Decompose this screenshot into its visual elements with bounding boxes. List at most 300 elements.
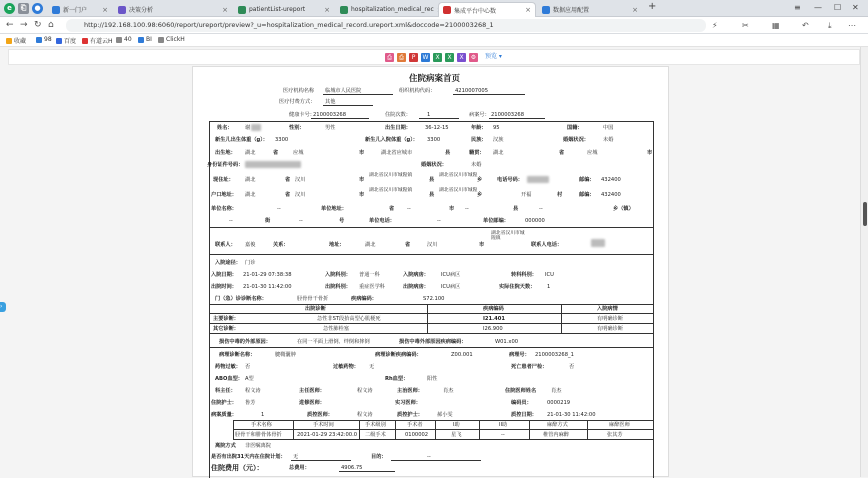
injury-code-value: W01.x00 (495, 339, 519, 345)
reload-icon[interactable]: ↻ (34, 20, 42, 30)
county-suffix: 县 (445, 150, 451, 156)
op-cell-anes: 椎管内麻醉 (543, 432, 569, 438)
op-head-anes: 麻醉方式 (547, 422, 568, 428)
pay-value: 其他 (325, 99, 336, 105)
bookmarks-bar (0, 34, 868, 47)
tab-label: 新一门户 (63, 7, 88, 14)
forward-icon[interactable]: → (20, 20, 28, 30)
op-cell-level: 二级手术 (365, 432, 386, 438)
ethnic-label: 民族： (471, 137, 487, 143)
lightning-icon[interactable]: ⚡ (712, 21, 718, 30)
op-table-line (233, 429, 653, 430)
page-icon (158, 37, 164, 43)
resident-value: 肖杰 (551, 388, 562, 394)
close-icon[interactable]: × (102, 5, 108, 14)
new-tab-button[interactable]: + (648, 1, 657, 12)
code-value: 4210007005 (455, 88, 489, 94)
op-head-level: 手术级别 (365, 422, 386, 428)
card-value: 2100003268 (313, 112, 347, 118)
fee-underline (339, 471, 395, 472)
browser-tab-bar (0, 0, 868, 17)
chief-value: 程文涛 (357, 388, 373, 394)
allergy-value: 否 (245, 364, 251, 370)
op-table-col (395, 420, 396, 439)
hukou-province: 湖北 (245, 192, 256, 198)
admit-ward-label: 入院病房： (403, 272, 429, 278)
close-icon[interactable]: × (525, 6, 531, 14)
star-icon (6, 38, 12, 44)
dx-main-value: 急性非ST段抬高型心肌梗死 (317, 316, 381, 322)
sex-label: 性别： (289, 125, 305, 131)
leave-label: 离院方式 (215, 443, 236, 449)
back-icon[interactable]: ← (6, 20, 14, 30)
card-label: 健康卡号： (289, 112, 315, 118)
phone-redacted (527, 176, 549, 183)
op-table-col (529, 420, 530, 439)
maximize-icon[interactable]: ☐ (834, 3, 842, 12)
bookmark-clickh[interactable]: ClickH (158, 36, 185, 43)
dx-table-col (427, 304, 428, 333)
work-province-suffix: 省 (389, 206, 395, 212)
tab-5[interactable] (438, 2, 536, 17)
pay-underline (323, 105, 373, 106)
purpose-underline (391, 460, 481, 461)
autopsy-value: 否 (569, 364, 575, 370)
section-divider (209, 347, 653, 348)
section-divider (209, 227, 653, 228)
opd-code-label: 疾病编码： (351, 296, 377, 302)
hukou-town-suffix: 乡 (477, 192, 483, 198)
birthplace-province: 湖北 (245, 150, 256, 156)
op-head-anes-doctor: 麻醉医师 (609, 422, 630, 428)
days-label: 实际住院天数： (499, 284, 536, 290)
folder-icon (138, 37, 144, 43)
baidu-icon (56, 38, 62, 44)
qc-nurse-label: 质控护士： (397, 412, 423, 418)
tab-favicon-icon (542, 6, 550, 14)
phone-label: 电话号码： (497, 177, 523, 183)
case-label: 病案号： (469, 112, 490, 118)
transfer-label: 转科科别： (511, 272, 537, 278)
op-table-col (293, 420, 294, 439)
admit-dept-value: 普通一科 (359, 272, 380, 278)
qc-nurse-value: 郝小雯 (437, 412, 453, 418)
days-value: 1 (547, 284, 551, 290)
address-county: 湖北省汉川市城隍镇 (369, 173, 413, 178)
opd-code-value: S72.100 (423, 296, 445, 302)
op-head-surgeon: 手术者 (407, 422, 423, 428)
op-table-col (587, 420, 588, 439)
close-window-icon[interactable]: ✕ (852, 3, 859, 12)
case-value: 2100003268 (491, 112, 525, 118)
zip-label: 邮编： (579, 177, 595, 183)
number-suffix: 号 (339, 218, 345, 224)
address-county-suffix: 县 (429, 177, 435, 183)
code-underline (453, 94, 525, 95)
print-preview-icon[interactable]: ⎙ (397, 53, 406, 62)
pathology-label: 病理诊断名称： (219, 352, 256, 358)
discharge-time-value: 21-01-30 11:42:00 (243, 284, 292, 290)
download-icon[interactable]: ⤓ (828, 21, 832, 30)
native-city-suffix: 市 (647, 150, 653, 156)
birth-label: 出生日期： (385, 125, 411, 131)
op-head-time: 手术时间 (313, 422, 334, 428)
hukou-county-suffix: 县 (429, 192, 435, 198)
tab-favicon-icon (340, 6, 348, 14)
op-table-col (233, 420, 234, 439)
dx-table-col (561, 304, 562, 333)
readmit-underline (291, 460, 351, 461)
home-icon[interactable]: ⌂ (48, 20, 54, 30)
nation-label: 国籍： (567, 125, 583, 131)
contact-phone-label: 联系人电话： (531, 242, 563, 248)
contact-address-label: 地址： (329, 242, 345, 248)
contact-label: 联系人： (215, 242, 236, 248)
age-value: 95 (493, 125, 500, 131)
bookmark-40[interactable]: 40 (116, 36, 132, 43)
tab-label: patientList-ureport (249, 6, 306, 13)
readmit-label: 是否有出院31天内在住院计划： (211, 454, 286, 460)
dx-table-line (209, 323, 653, 324)
visit-label: 住院次数： (385, 112, 411, 118)
marital-value: 未婚 (603, 137, 614, 143)
op-cell-asst2: -- (501, 432, 505, 438)
id-label: 身份证件号码： (207, 162, 244, 168)
op-cell-surgeon: 0100002 (405, 432, 429, 438)
contact-city-suffix: 市 (479, 242, 485, 248)
op-table-col (479, 420, 480, 439)
settings-icon[interactable]: ⚙ (470, 54, 477, 61)
tab-favicon-icon (238, 6, 246, 14)
excel-export-icon[interactable]: X (433, 53, 442, 62)
autopsy-label: 死亡患者尸检： (511, 364, 548, 370)
intern-label: 实习医师： (395, 400, 421, 406)
hukou-province-suffix: 省 (285, 192, 291, 198)
injury-code-label: 损伤中毒外部原因疾病编码： (399, 339, 467, 345)
director-value: 程文涛 (245, 388, 261, 394)
tab-4[interactable] (336, 2, 436, 17)
opd-diagnosis-label: 门（急）诊诊断名称： (215, 296, 267, 302)
transfer-value: ICU (545, 272, 554, 278)
pdf-export-icon[interactable]: P (409, 53, 418, 62)
native-label: 籍贯： (469, 150, 485, 156)
tab-label: 集成平台中心数 (454, 7, 497, 15)
resident-label: 住院医师姓名 (505, 388, 537, 394)
report-toolbar (8, 49, 860, 65)
admit-dept-label: 入院科别： (325, 272, 351, 278)
admit-time-label: 入院日期： (211, 272, 237, 278)
op-cell-time: 2021-01-29 23:42:00.0 (297, 432, 358, 438)
dx-other-code: I26.900 (483, 326, 503, 332)
purpose-label: 目的： (371, 454, 387, 460)
op-table-col (435, 420, 436, 439)
director-label: 科主任： (215, 388, 236, 394)
native-province-suffix: 省 (559, 150, 565, 156)
allergy-label: 药物过敏： (215, 364, 241, 370)
zip-value: 432400 (601, 177, 621, 183)
address-label: 现住址： (213, 177, 234, 183)
side-toggle-button[interactable]: › (0, 302, 6, 312)
work-city-suffix: 市 (449, 206, 455, 212)
page-title: 住院病案首页 (409, 74, 461, 84)
section-divider (209, 254, 653, 255)
name-redacted (251, 124, 261, 131)
dx-head-discharge: 出院诊断 (305, 306, 326, 312)
birth-value: 36-12-15 (425, 125, 449, 131)
discharge-time-label: 出院时间： (211, 284, 237, 290)
pathology-no-label: 病理号： (509, 352, 530, 358)
dx-other-condition: 有明确诊断 (597, 326, 623, 332)
pathology-code-value: Z00.001 (451, 352, 473, 358)
age-label: 年龄： (471, 125, 487, 131)
nurse-value: 鲁芳 (245, 400, 256, 406)
newborn-weight-label: 新生儿出生体重（g）： (215, 137, 268, 143)
city-suffix: 市 (359, 150, 365, 156)
op-cell-anes-doctor: 张其芳 (607, 432, 623, 438)
bookmark-youdao[interactable]: 有道云H (82, 36, 113, 45)
pathology-value: 腱鞘囊肿 (275, 352, 296, 358)
quality-value: 1 (261, 412, 265, 418)
address-province-suffix: 省 (285, 177, 291, 183)
hukou-label: 户口地址： (211, 192, 237, 198)
fee-total-value: 4906.75 (341, 465, 363, 471)
org-value: 临城市人民医院 (325, 88, 362, 94)
bookmark-baidu[interactable]: 百度 (56, 36, 76, 45)
work-address-label: 单位地址： (321, 206, 347, 212)
nurse-label: 住院护士： (211, 400, 237, 406)
street-suffix: 街 (265, 218, 271, 224)
work-zip-label: 单位邮编： (483, 218, 509, 224)
work-number-value: -- (299, 218, 303, 224)
page-icon (116, 37, 122, 43)
leave-value: 非医嘱离院 (245, 443, 271, 449)
readmit-value: 无 (293, 454, 299, 460)
close-icon[interactable]: × (324, 5, 330, 14)
birthplace-label: 出生地： (215, 150, 236, 156)
hukou-zip-value: 432400 (601, 192, 621, 198)
address-city: 汉川 (295, 177, 306, 183)
chief-label: 主任医师： (299, 388, 325, 394)
work-label: 单位名称： (211, 206, 237, 212)
discharge-dept-label: 出院科别： (325, 284, 351, 290)
abo-label: ABO血型： (215, 376, 243, 382)
op-cell-asst1: 星飞 (451, 432, 462, 438)
pay-label: 医疗付费方式： (279, 99, 316, 105)
work-town-value: -- (539, 206, 543, 212)
advanced-doctor-label: 进修医师： (299, 400, 325, 406)
op-table-top (233, 420, 653, 421)
purpose-value: -- (427, 454, 431, 460)
tab-label: hospitalization_medical_rec (351, 6, 434, 13)
relation-label: 关系： (273, 242, 289, 248)
birthplace-city: 应城 (293, 150, 304, 156)
native-province: 湖北 (493, 150, 504, 156)
id-redacted (245, 161, 301, 168)
qc-doctor-value: 程文涛 (357, 412, 373, 418)
case-underline (489, 118, 545, 119)
discharge-ward-label: 出院病房： (403, 284, 429, 290)
browser-logo-icon[interactable]: e (4, 3, 15, 14)
security-icon[interactable]: ● (32, 3, 43, 14)
newborn-in-value: 3300 (427, 137, 441, 143)
excel-paged-export-icon[interactable]: X (445, 53, 454, 62)
work-name-value: -- (277, 206, 281, 212)
qc-date-label: 质控日期： (511, 412, 537, 418)
work-street-value: -- (229, 218, 233, 224)
op-head-name: 手术名称 (251, 422, 272, 428)
extension-icon[interactable]: ✂ (742, 21, 749, 30)
address-town-suffix: 乡 (477, 177, 483, 183)
tab-label: 决策分析 (129, 7, 154, 14)
route-value: 门诊 (245, 260, 256, 266)
dx-main-code: I21.401 (483, 316, 505, 322)
org-label: 医疗机构名称 (283, 88, 315, 94)
abo-value: A型 (245, 376, 254, 382)
address-detail: 湖北省汉川市城隍 (439, 173, 478, 178)
birthplace-county: 湖北省应城市 (381, 150, 413, 156)
org-underline (323, 94, 393, 95)
quality-label: 病案质量： (211, 412, 237, 418)
dx-other-label: 其它诊断： (213, 326, 239, 332)
more-icon[interactable]: ⋯ (848, 21, 856, 30)
profession-value: 未婚 (471, 162, 482, 168)
native-city: 应城 (587, 150, 598, 156)
coder-label: 编码员： (511, 400, 532, 406)
url-input[interactable]: http://192.168.100.98:6060/report/ureport/preview?_u=hospitalization_medical_record.ureport.xml&doccode=2100003268_1 (66, 19, 706, 32)
hukou-village-value: 开福 (521, 192, 532, 198)
contact-value: 嘉俊 (245, 242, 256, 248)
hukou-detail: 湖北省汉川市城隍 (439, 188, 478, 193)
rh-label: Rh血型： (385, 376, 409, 382)
dx-main-condition: 有明确诊断 (597, 316, 623, 322)
attending-label: 主治医师： (397, 388, 423, 394)
dx-other-value: 急性肺栓塞 (323, 326, 349, 332)
close-icon[interactable]: × (222, 5, 228, 14)
bookmark-favorites[interactable]: 收藏 (6, 36, 26, 45)
village-suffix: 村 (557, 192, 563, 198)
visit-value: 1 (427, 112, 431, 118)
close-icon[interactable]: × (632, 5, 638, 14)
code-label: 组织机构代码： (399, 88, 436, 94)
form-left-border (209, 121, 210, 478)
tab-1[interactable] (48, 2, 112, 17)
sex-value: 男性 (325, 125, 336, 131)
dx-head-code: 疾病编码 (483, 306, 504, 312)
form-top-border (209, 121, 653, 122)
qc-date-value: 21-01-30 11:42:00 (547, 412, 596, 418)
op-table-col (359, 420, 360, 439)
report-page (192, 66, 669, 477)
back-history-icon[interactable]: ⎗ (18, 3, 29, 14)
dx-table-top (209, 304, 653, 305)
word-export-icon[interactable]: W (422, 54, 429, 61)
work-county-suffix: 县 (513, 206, 519, 212)
form-right-border (653, 121, 654, 478)
rh-value: 阳性 (427, 376, 438, 382)
op-cell-name: 胫骨干和腓骨体骨折 (235, 432, 282, 438)
admit-time-value: 21-01-29 07:38:38 (243, 272, 292, 278)
bookmark-bi[interactable]: BI (138, 36, 152, 43)
bookmark-98[interactable]: 98 (36, 36, 52, 43)
tab-6[interactable] (538, 2, 642, 17)
tab-favicon-icon (118, 6, 126, 14)
contact-city: 汉川 (427, 242, 438, 248)
work-phone-value: -- (437, 218, 441, 224)
vertical-scrollbar[interactable] (860, 47, 868, 477)
profession-label: 婚姻状况： (421, 162, 447, 168)
youdao-icon (82, 38, 88, 44)
work-phone-label: 单位电话： (369, 218, 395, 224)
tab-favicon-icon (443, 6, 451, 14)
tab-3[interactable] (234, 2, 334, 17)
opd-diagnosis-value: 胫骨骨干骨折 (297, 296, 329, 302)
op-head-asst2: II助 (499, 422, 508, 428)
pager-select[interactable]: 预览 ▾ (485, 53, 502, 60)
excel-sheet-export-icon[interactable]: X (457, 53, 466, 62)
contact-detail: 湖北省汉川市城隍镇 (491, 231, 525, 241)
coder-value: 0000219 (547, 400, 571, 406)
province-suffix: 省 (273, 150, 279, 156)
address-bar-row (0, 17, 868, 34)
tab-favicon-icon (52, 6, 60, 14)
tab-label: 数据应用配置 (553, 7, 590, 14)
ethnic-value: 汉族 (493, 137, 504, 143)
work-city-value: -- (407, 206, 411, 212)
address-province: 湖北 (245, 177, 256, 183)
nation-value: 中国 (603, 125, 614, 131)
name-value: 谢 (245, 125, 251, 131)
qc-doctor-label: 质控医师： (307, 412, 333, 418)
undo-icon[interactable]: ↶ (802, 21, 809, 30)
menu-icon[interactable]: ≡ (794, 3, 801, 12)
newborn-weight-value: 3300 (275, 137, 289, 143)
address-city-suffix: 市 (359, 177, 365, 183)
injury-value: 在同一平面上滑倒、绊倒和摔倒 (297, 339, 370, 345)
route-label: 入院途径： (215, 260, 241, 266)
newborn-in-label: 新生儿入院体重（g）： (365, 137, 418, 143)
hukou-county: 湖北省汉川市城隍镇 (369, 188, 413, 193)
op-head-asst1: I助 (453, 422, 460, 428)
minimize-icon[interactable]: — (814, 3, 822, 12)
pathology-no-value: 2100003268_1 (535, 352, 574, 358)
pathology-code-label: 病理诊断疾病编码： (375, 352, 422, 358)
admit-ward-value: ICU病区 (441, 272, 461, 278)
contact-province: 湖北 (365, 242, 376, 248)
grid-icon[interactable]: ▦ (772, 21, 780, 30)
town-label: 乡（镇） (613, 206, 634, 212)
allergy-drug-value: 无 (369, 364, 375, 370)
marital-label: 婚姻状况： (563, 137, 589, 143)
fee-label: 住院费用（元）： (211, 464, 264, 472)
work-zip-value: 000000 (525, 218, 545, 224)
op-table-line (233, 439, 653, 440)
fee-total-label: 总费用： (289, 465, 310, 471)
hukou-zip-label: 邮编： (579, 192, 595, 198)
print-icon[interactable]: ⎙ (385, 53, 394, 62)
contact-province-suffix: 省 (405, 242, 411, 248)
hukou-city: 汉川 (295, 192, 306, 198)
work-district-value: -- (465, 206, 469, 212)
scrollbar-thumb[interactable] (863, 202, 867, 226)
dx-table-line (209, 313, 653, 314)
tab-2[interactable] (114, 2, 232, 17)
dx-head-condition: 入院病情 (597, 306, 618, 312)
name-label: 姓名： (217, 125, 233, 131)
injury-label: 损伤中毒的外部原因： (219, 339, 271, 345)
hukou-city-suffix: 市 (359, 192, 365, 198)
attending-value: 肖杰 (443, 388, 454, 394)
contact-phone-redacted (591, 239, 605, 247)
